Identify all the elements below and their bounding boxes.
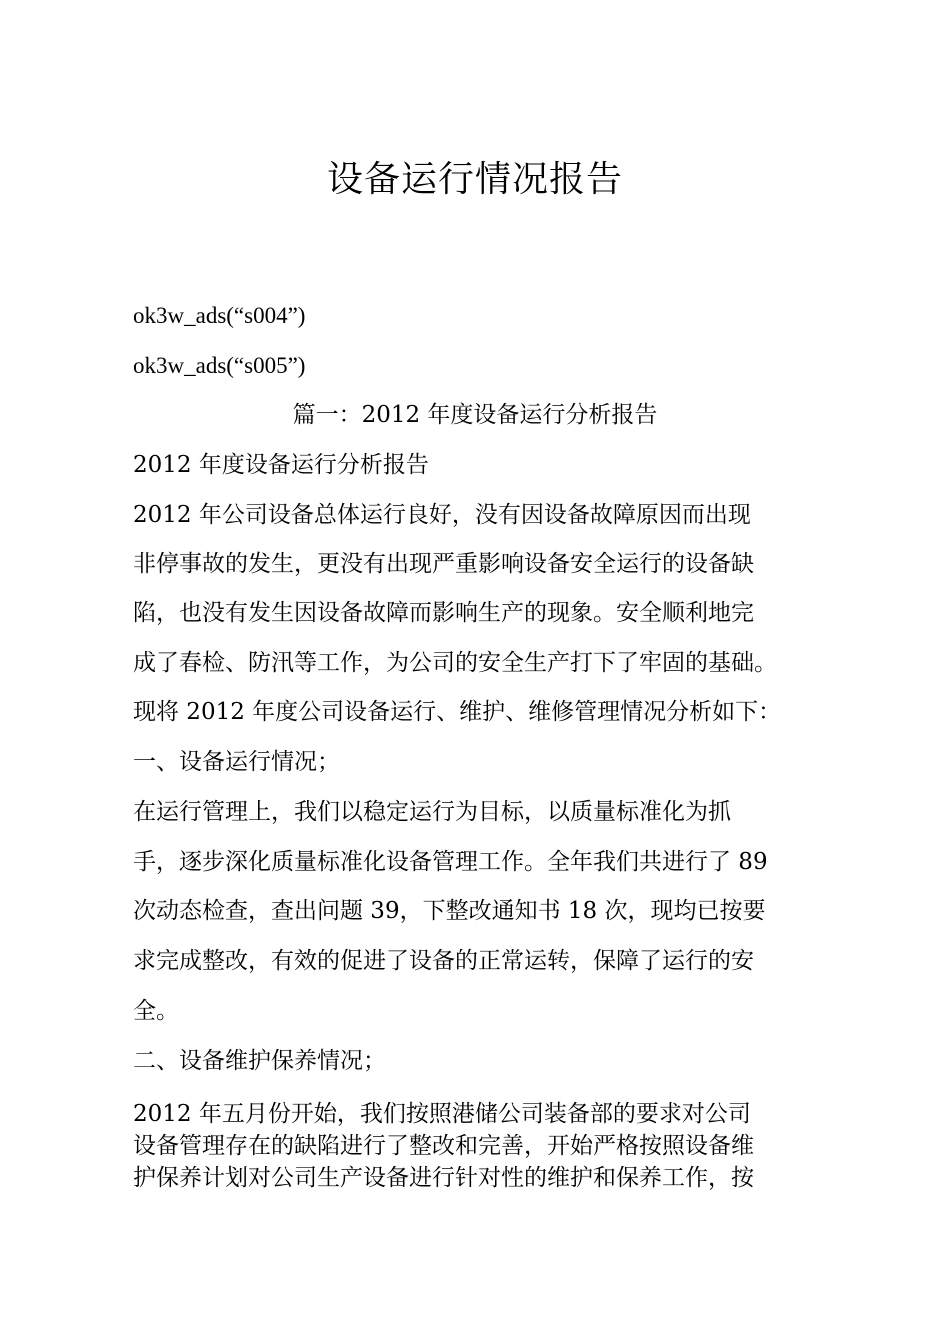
- intro-line: 现将 2012 年度公司设备运行、维护、维修管理情况分析如下：: [133, 699, 782, 725]
- section1-line: 全。: [133, 998, 179, 1024]
- intro-line: 成了春检、防汛等工作，为公司的安全生产打下了牢固的基础。: [133, 650, 777, 676]
- intro-line: 非停事故的发生，更没有出现严重影响设备安全运行的设备缺: [133, 551, 754, 577]
- document-title: 设备运行情况报告: [326, 159, 623, 200]
- section-heading-maintenance: 二、设备维护保养情况；: [133, 1048, 386, 1074]
- section-heading-operation: 一、设备运行情况；: [133, 749, 340, 775]
- report-title: 2012 年度设备运行分析报告: [133, 452, 429, 478]
- section2-line: 护保养计划对公司生产设备进行针对性的维护和保养工作，按: [133, 1165, 754, 1191]
- ad-placeholder-s005: ok3w_ads(“s005”): [133, 353, 306, 378]
- section1-line: 次动态检查，查出问题 39，下整改通知书 18 次，现均已按要: [133, 898, 766, 924]
- section2-line: 设备管理存在的缺陷进行了整改和完善，开始严格按照设备维: [133, 1133, 754, 1159]
- section2-line: 2012 年五月份开始，我们按照港储公司装备部的要求对公司: [133, 1101, 751, 1127]
- section1-line: 手，逐步深化质量标准化设备管理工作。全年我们共进行了 89: [133, 849, 768, 875]
- section1-line: 在运行管理上，我们以稳定运行为目标，以质量标准化为抓: [133, 799, 731, 825]
- intro-line: 陷，也没有发生因设备故障而影响生产的现象。安全顺利地完: [133, 600, 754, 626]
- ad-placeholder-s004: ok3w_ads(“s004”): [133, 303, 306, 328]
- intro-line: 2012 年公司设备总体运行良好，没有因设备故障原因而出现: [133, 502, 751, 528]
- section1-line: 求完成整改，有效的促进了设备的正常运转，保障了运行的安: [133, 948, 754, 974]
- chapter-title: 篇一：2012 年度设备运行分析报告: [292, 402, 658, 428]
